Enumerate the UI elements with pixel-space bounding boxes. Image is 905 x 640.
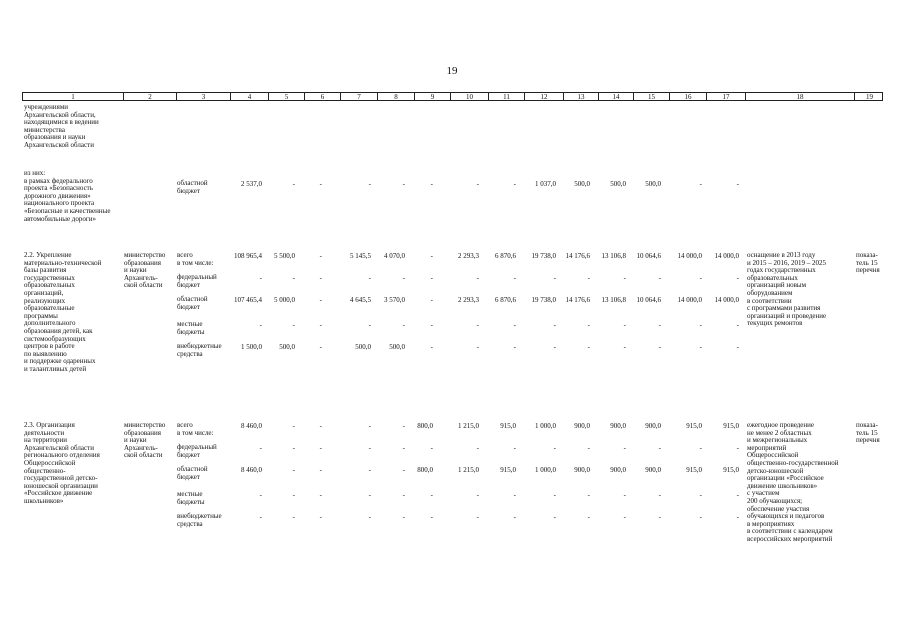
funding-value-col-5: - bbox=[292, 180, 295, 188]
funding-value-col-6: - bbox=[319, 422, 322, 430]
funding-value-col-5: 5 000,0 bbox=[274, 296, 295, 304]
funding-value-col-11: 6 870,6 bbox=[495, 296, 516, 304]
funding-value-col-13: - bbox=[587, 321, 590, 329]
funding-value-col-11: - bbox=[513, 321, 516, 329]
funding-value-col-7: - bbox=[368, 466, 371, 474]
funding-value-col-9: - bbox=[430, 296, 433, 304]
funding-value-col-12: - bbox=[553, 444, 556, 452]
funding-value-col-4: - bbox=[259, 321, 262, 329]
funding-value-col-16: - bbox=[699, 274, 702, 282]
column-header-18: 18 bbox=[745, 93, 854, 100]
funding-value-col-7: - bbox=[368, 513, 371, 521]
funding-value-col-8: - bbox=[402, 274, 405, 282]
funding-value-col-7: - bbox=[368, 491, 371, 499]
funding-value-col-8: - bbox=[402, 321, 405, 329]
funding-value-col-15: - bbox=[658, 444, 661, 452]
funding-value-col-17: - bbox=[736, 343, 739, 351]
funding-value-col-7: - bbox=[368, 321, 371, 329]
funding-value-col-6: - bbox=[319, 252, 322, 260]
measure-description: из них: в рамках федерального проекта «Безопасность дорожного движения» национального проекта «Безопасные и качественные автомобильные дороги» bbox=[24, 169, 111, 223]
funding-value-col-6: - bbox=[319, 321, 322, 329]
funding-value-col-14: 500,0 bbox=[610, 180, 626, 188]
funding-value-col-7: 500,0 bbox=[355, 343, 371, 351]
funding-value-col-17: 915,0 bbox=[723, 422, 739, 430]
funding-value-col-13: - bbox=[587, 491, 590, 499]
funding-value-col-15: 500,0 bbox=[645, 180, 661, 188]
funding-value-col-14: - bbox=[623, 444, 626, 452]
funding-value-col-15: 900,0 bbox=[645, 466, 661, 474]
funding-value-col-9: - bbox=[430, 491, 433, 499]
funding-value-col-12: 1 037,0 bbox=[535, 180, 556, 188]
funding-value-col-6: - bbox=[319, 343, 322, 351]
funding-value-col-12: - bbox=[553, 274, 556, 282]
funding-value-col-11: - bbox=[513, 180, 516, 188]
column-header-9: 9 bbox=[414, 93, 450, 100]
funding-value-col-9: - bbox=[430, 180, 433, 188]
funding-value-col-7: 5 145,5 bbox=[350, 252, 371, 260]
funding-value-col-16: 915,0 bbox=[686, 422, 702, 430]
funding-source-label: областной бюджет bbox=[177, 465, 208, 481]
funding-value-col-6: - bbox=[319, 513, 322, 521]
funding-value-col-11: 915,0 bbox=[500, 422, 516, 430]
funding-value-col-5: 5 500,0 bbox=[274, 252, 295, 260]
funding-value-col-8: 500,0 bbox=[389, 343, 405, 351]
funding-value-col-16: 14 000,0 bbox=[677, 296, 702, 304]
funding-value-col-17: 14 000,0 bbox=[714, 296, 739, 304]
funding-value-col-13: 900,0 bbox=[574, 466, 590, 474]
funding-value-col-15: - bbox=[658, 321, 661, 329]
funding-source-label: всего в том числе: bbox=[177, 251, 214, 267]
funding-value-col-10: 1 215,0 bbox=[458, 422, 479, 430]
funding-source-label: областной бюджет bbox=[177, 295, 208, 311]
funding-value-col-12: 1 000,0 bbox=[535, 422, 556, 430]
measure-description: учреждениями Архангельской области, находящимися в ведении министерства образования и науки Архангельской области bbox=[24, 103, 99, 149]
funding-value-col-11: - bbox=[513, 513, 516, 521]
funding-value-col-5: 500,0 bbox=[279, 343, 295, 351]
funding-value-col-10: - bbox=[476, 343, 479, 351]
funding-value-col-15: 900,0 bbox=[645, 422, 661, 430]
funding-value-col-16: - bbox=[699, 180, 702, 188]
funding-value-col-12: - bbox=[553, 321, 556, 329]
funding-value-col-15: - bbox=[658, 343, 661, 351]
funding-value-col-11: 915,0 bbox=[500, 466, 516, 474]
funding-value-col-9: - bbox=[430, 252, 433, 260]
funding-source-label: внебюджетные средства bbox=[177, 342, 222, 358]
funding-value-col-5: - bbox=[292, 321, 295, 329]
funding-value-col-12: - bbox=[553, 513, 556, 521]
funding-value-col-4: 8 460,0 bbox=[241, 422, 262, 430]
column-header-13: 13 bbox=[563, 93, 598, 100]
funding-source-label: всего в том числе: bbox=[177, 421, 214, 437]
funding-value-col-13: 500,0 bbox=[574, 180, 590, 188]
funding-value-col-11: 6 870,6 bbox=[495, 252, 516, 260]
funding-value-col-15: - bbox=[658, 274, 661, 282]
funding-value-col-10: - bbox=[476, 274, 479, 282]
funding-value-col-7: - bbox=[368, 180, 371, 188]
funding-value-col-16: - bbox=[699, 444, 702, 452]
funding-value-col-17: - bbox=[736, 274, 739, 282]
funding-value-col-4: - bbox=[259, 274, 262, 282]
column-header-10: 10 bbox=[450, 93, 488, 100]
funding-value-col-4: - bbox=[259, 491, 262, 499]
funding-value-col-15: 10 064,6 bbox=[636, 252, 661, 260]
funding-value-col-16: 915,0 bbox=[686, 466, 702, 474]
funding-value-col-4: 8 460,0 bbox=[241, 466, 262, 474]
funding-value-col-4: - bbox=[259, 444, 262, 452]
funding-value-col-10: 2 293,3 bbox=[458, 252, 479, 260]
funding-value-col-6: - bbox=[319, 274, 322, 282]
funding-value-col-10: - bbox=[476, 444, 479, 452]
funding-value-col-11: - bbox=[513, 444, 516, 452]
column-header-19: 19 bbox=[854, 93, 884, 100]
expected-result: оснащение в 2013 году и 2015 – 2016, 2019 – 2025 годах государственных образовательных организаций новым оборудованием в соответствии с программами развития организаций и проведение текущих ремонтов bbox=[747, 251, 827, 328]
funding-value-col-4: - bbox=[259, 513, 262, 521]
funding-value-col-9: - bbox=[430, 321, 433, 329]
indicator-reference: показа- тель 15 перечня bbox=[856, 251, 880, 275]
funding-value-col-8: - bbox=[402, 444, 405, 452]
funding-value-col-9: - bbox=[430, 274, 433, 282]
funding-value-col-17: - bbox=[736, 491, 739, 499]
funding-value-col-14: 13 106,8 bbox=[601, 296, 626, 304]
funding-value-col-9: 800,0 bbox=[417, 466, 433, 474]
funding-value-col-8: - bbox=[402, 422, 405, 430]
funding-value-col-17: - bbox=[736, 513, 739, 521]
table-header-row bbox=[22, 92, 883, 101]
expected-result: ежегодное проведение не менее 2 областных и межрегиональных мероприятий Общероссийской общественно-государственной детско-юношеской организации «Российское движение школьников» с участием 200 обучающихся; обеспечение участия обучающихся и педагогов в мероприятиях в соответствии с календарем всероссийских мероприятий bbox=[747, 421, 839, 543]
funding-source-label: федеральный бюджет bbox=[177, 443, 217, 459]
funding-value-col-16: - bbox=[699, 513, 702, 521]
funding-source-label: местные бюджеты bbox=[177, 490, 205, 506]
funding-value-col-8: - bbox=[402, 180, 405, 188]
funding-value-col-13: - bbox=[587, 274, 590, 282]
funding-value-col-12: - bbox=[553, 491, 556, 499]
funding-source-label: внебюджетные средства bbox=[177, 512, 222, 528]
funding-value-col-13: - bbox=[587, 513, 590, 521]
column-header-14: 14 bbox=[598, 93, 633, 100]
funding-value-col-9: - bbox=[430, 513, 433, 521]
funding-value-col-17: - bbox=[736, 180, 739, 188]
funding-value-col-4: 108 965,4 bbox=[234, 252, 262, 260]
column-header-6: 6 bbox=[304, 93, 340, 100]
funding-value-col-5: - bbox=[292, 422, 295, 430]
funding-value-col-6: - bbox=[319, 466, 322, 474]
column-header-17: 17 bbox=[706, 93, 745, 100]
funding-value-col-11: - bbox=[513, 491, 516, 499]
funding-value-col-12: 19 738,0 bbox=[531, 252, 556, 260]
column-header-2: 2 bbox=[123, 93, 176, 100]
indicator-reference: показа- тель 15 перечня bbox=[856, 421, 880, 445]
funding-value-col-5: - bbox=[292, 274, 295, 282]
funding-value-col-14: - bbox=[623, 513, 626, 521]
funding-value-col-13: - bbox=[587, 343, 590, 351]
column-header-8: 8 bbox=[377, 93, 414, 100]
measure-description: 2.3. Организация деятельности на территории Архангельской области регионального отделения Общероссийской общественно- государственной детско- юношеской организации «Российское движение школьников» bbox=[24, 421, 100, 505]
funding-value-col-12: 1 000,0 bbox=[535, 466, 556, 474]
funding-value-col-14: - bbox=[623, 321, 626, 329]
funding-value-col-13: 14 176,6 bbox=[565, 296, 590, 304]
funding-value-col-6: - bbox=[319, 444, 322, 452]
funding-value-col-4: 2 537,0 bbox=[241, 180, 262, 188]
funding-value-col-9: - bbox=[430, 444, 433, 452]
funding-value-col-14: - bbox=[623, 491, 626, 499]
funding-value-col-8: 4 070,0 bbox=[384, 252, 405, 260]
funding-value-col-4: 107 465,4 bbox=[234, 296, 262, 304]
funding-value-col-11: - bbox=[513, 274, 516, 282]
responsible-executor: министерство образования и науки Архангель- ской области bbox=[124, 421, 166, 460]
funding-value-col-14: - bbox=[623, 343, 626, 351]
funding-value-col-10: 1 215,0 bbox=[458, 466, 479, 474]
funding-value-col-17: - bbox=[736, 444, 739, 452]
funding-value-col-4: 1 500,0 bbox=[241, 343, 262, 351]
funding-value-col-13: 14 176,6 bbox=[565, 252, 590, 260]
funding-value-col-7: - bbox=[368, 444, 371, 452]
funding-value-col-12: 19 738,0 bbox=[531, 296, 556, 304]
funding-value-col-10: - bbox=[476, 321, 479, 329]
funding-value-col-11: - bbox=[513, 343, 516, 351]
funding-value-col-14: 900,0 bbox=[610, 466, 626, 474]
funding-value-col-5: - bbox=[292, 466, 295, 474]
funding-value-col-16: - bbox=[699, 321, 702, 329]
funding-value-col-9: 800,0 bbox=[417, 422, 433, 430]
funding-source-label: федеральный бюджет bbox=[177, 273, 217, 289]
funding-value-col-14: 13 106,8 bbox=[601, 252, 626, 260]
measure-description: 2.2. Укрепление материально-технической базы развития государственных образовательных организаций, реализующих образовательные программы дополнительного образования детей, как системообразующих центров в работе по выявлению и поддержке одаренных и талантливых детей bbox=[24, 251, 102, 373]
funding-value-col-10: 2 293,3 bbox=[458, 296, 479, 304]
funding-value-col-8: - bbox=[402, 466, 405, 474]
funding-value-col-15: - bbox=[658, 491, 661, 499]
funding-value-col-9: - bbox=[430, 343, 433, 351]
funding-value-col-6: - bbox=[319, 180, 322, 188]
funding-value-col-6: - bbox=[319, 296, 322, 304]
funding-value-col-8: - bbox=[402, 491, 405, 499]
column-header-7: 7 bbox=[340, 93, 377, 100]
column-header-16: 16 bbox=[669, 93, 706, 100]
funding-value-col-8: 3 570,0 bbox=[384, 296, 405, 304]
responsible-executor: министерство образования и науки Архангель- ской области bbox=[124, 251, 166, 290]
funding-value-col-17: 14 000,0 bbox=[714, 252, 739, 260]
column-header-3: 3 bbox=[176, 93, 230, 100]
funding-value-col-6: - bbox=[319, 491, 322, 499]
funding-value-col-15: - bbox=[658, 513, 661, 521]
funding-value-col-5: - bbox=[292, 491, 295, 499]
funding-value-col-12: - bbox=[553, 343, 556, 351]
funding-value-col-16: - bbox=[699, 491, 702, 499]
funding-value-col-16: 14 000,0 bbox=[677, 252, 702, 260]
column-header-5: 5 bbox=[268, 93, 304, 100]
funding-value-col-8: - bbox=[402, 513, 405, 521]
column-header-15: 15 bbox=[633, 93, 669, 100]
funding-value-col-10: - bbox=[476, 180, 479, 188]
funding-value-col-7: - bbox=[368, 274, 371, 282]
funding-value-col-7: - bbox=[368, 422, 371, 430]
page-number: 19 bbox=[446, 65, 458, 77]
funding-value-col-5: - bbox=[292, 444, 295, 452]
funding-value-col-14: - bbox=[623, 274, 626, 282]
funding-source-label: областной бюджет bbox=[177, 179, 208, 195]
funding-value-col-5: - bbox=[292, 513, 295, 521]
funding-value-col-14: 900,0 bbox=[610, 422, 626, 430]
column-header-4: 4 bbox=[230, 93, 268, 100]
column-header-12: 12 bbox=[524, 93, 563, 100]
funding-value-col-16: - bbox=[699, 343, 702, 351]
funding-value-col-13: 900,0 bbox=[574, 422, 590, 430]
column-header-11: 11 bbox=[488, 93, 524, 100]
funding-value-col-13: - bbox=[587, 444, 590, 452]
funding-value-col-15: 10 064,6 bbox=[636, 296, 661, 304]
funding-value-col-7: 4 645,5 bbox=[350, 296, 371, 304]
funding-value-col-10: - bbox=[476, 513, 479, 521]
funding-value-col-17: - bbox=[736, 321, 739, 329]
funding-source-label: местные бюджеты bbox=[177, 320, 205, 336]
column-header-1: 1 bbox=[71, 93, 75, 101]
funding-value-col-10: - bbox=[476, 491, 479, 499]
funding-value-col-17: 915,0 bbox=[723, 466, 739, 474]
